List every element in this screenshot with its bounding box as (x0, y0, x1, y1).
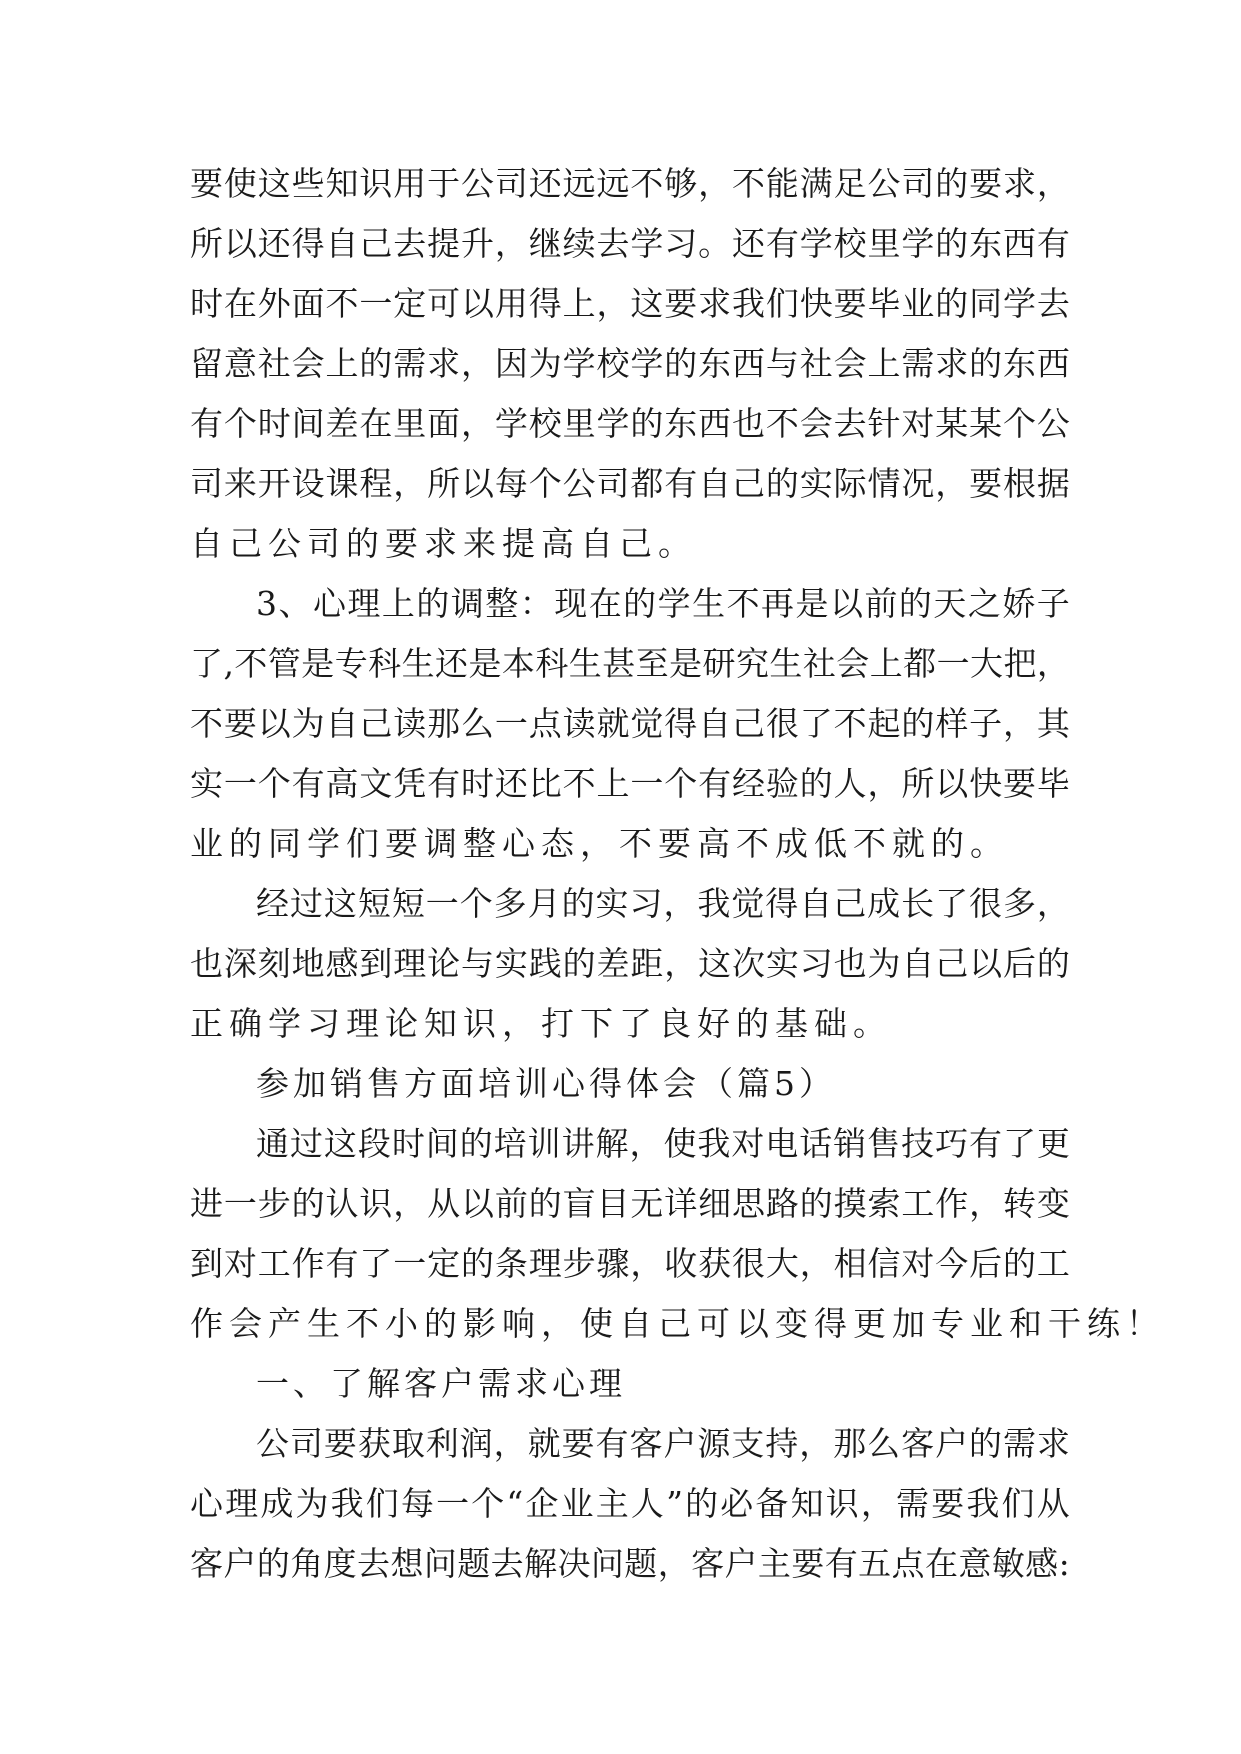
text-line: 进 一 步 的 认 识 ， 从 以 前 的 盲 目 无 详 细 思 路 的 摸 索 工 作 ， 转 变 (190, 1184, 1070, 1223)
document-body (190, 154, 1165, 1594)
text-line: 所 以 还 得 自 己 去 提 升 ， 继 续 去 学 习 。 还 有 学 校 里 学 的 东 西 有 (190, 224, 1070, 263)
text-line: 客 户 的 角 度 去 想 问 题 去 解 决 问 题 ， 客 户 主 要 有 五 点 在 意 敏 感 : (190, 1544, 1070, 1583)
text-line: 留 意 社 会 上 的 需 求 ， 因 为 学 校 学 的 东 西 与 社 会 上 需 求 的 东 西 (190, 344, 1070, 383)
section-heading: 参加销售方面培训心得体会（篇5） (256, 1064, 836, 1103)
text-line: 正确学习理论知识，打下了良好的基础。 (190, 1004, 892, 1043)
text-line: 不 要 以 为 自 己 读 那 么 一 点 读 就 觉 得 自 己 很 了 不 起 的 样 子 ， 其 (190, 704, 1070, 743)
text-line: 公 司 要 获 取 利 润 ， 就 要 有 客 户 源 支 持 ， 那 么 客 户 的 需 求 (256, 1424, 1070, 1463)
text-line: 3 、 心 理 上 的 调 整 ： 现 在 的 学 生 不 再 是 以 前 的 天 之 娇 子 (256, 584, 1070, 623)
text-line: 司 来 开 设 课 程 ， 所 以 每 个 公 司 都 有 自 己 的 实 际 情 况 ， 要 根 据 (190, 464, 1070, 503)
text-line: 实 一 个 有 高 文 凭 有 时 还 比 不 上 一 个 有 经 验 的 人 ， 所 以 快 要 毕 (190, 764, 1070, 803)
text-line: 自己公司的要求来提高自己。 (190, 524, 697, 563)
text-line: 业的同学们要调整心态，不要高不成低不就的。 (190, 824, 1009, 863)
text-line: 心 理 成 为 我 们 每 一 个 “ 企 业 主 人 ” 的 必 备 知 识 ， 需 要 我 们 从 (190, 1484, 1070, 1523)
text-line: 时 在 外 面 不 一 定 可 以 用 得 上 ， 这 要 求 我 们 快 要 毕 业 的 同 学 去 (190, 284, 1070, 323)
text-line: 到 对 工 作 有 了 一 定 的 条 理 步 骤 ， 收 获 很 大 ， 相 信 对 今 后 的 工 (190, 1244, 1070, 1283)
text-line: 经 过 这 短 短 一 个 多 月 的 实 习 ， 我 觉 得 自 己 成 长 了 很 多 ， (256, 884, 1070, 923)
text-line: 了 , 不 管 是 专 科 生 还 是 本 科 生 甚 至 是 研 究 生 社 会 上 都 一 大 把 ， (190, 644, 1070, 683)
text-line: 要 使 这 些 知 识 用 于 公 司 还 远 远 不 够 ， 不 能 满 足 公 司 的 要 求 ， (190, 164, 1070, 203)
text-line: 作会产生不小的影响，使自己可以变得更加专业和干练！ (190, 1304, 1165, 1343)
text-line: 有 个 时 间 差 在 里 面 ， 学 校 里 学 的 东 西 也 不 会 去 针 对 某 某 个 公 (190, 404, 1070, 443)
text-line: 通 过 这 段 时 间 的 培 训 讲 解 ， 使 我 对 电 话 销 售 技 巧 有 了 更 (256, 1124, 1070, 1163)
text-line: 也 深 刻 地 感 到 理 论 与 实 践 的 差 距 ， 这 次 实 习 也 为 自 己 以 后 的 (190, 944, 1070, 983)
section-heading: 一、了解客户需求心理 (256, 1364, 626, 1403)
